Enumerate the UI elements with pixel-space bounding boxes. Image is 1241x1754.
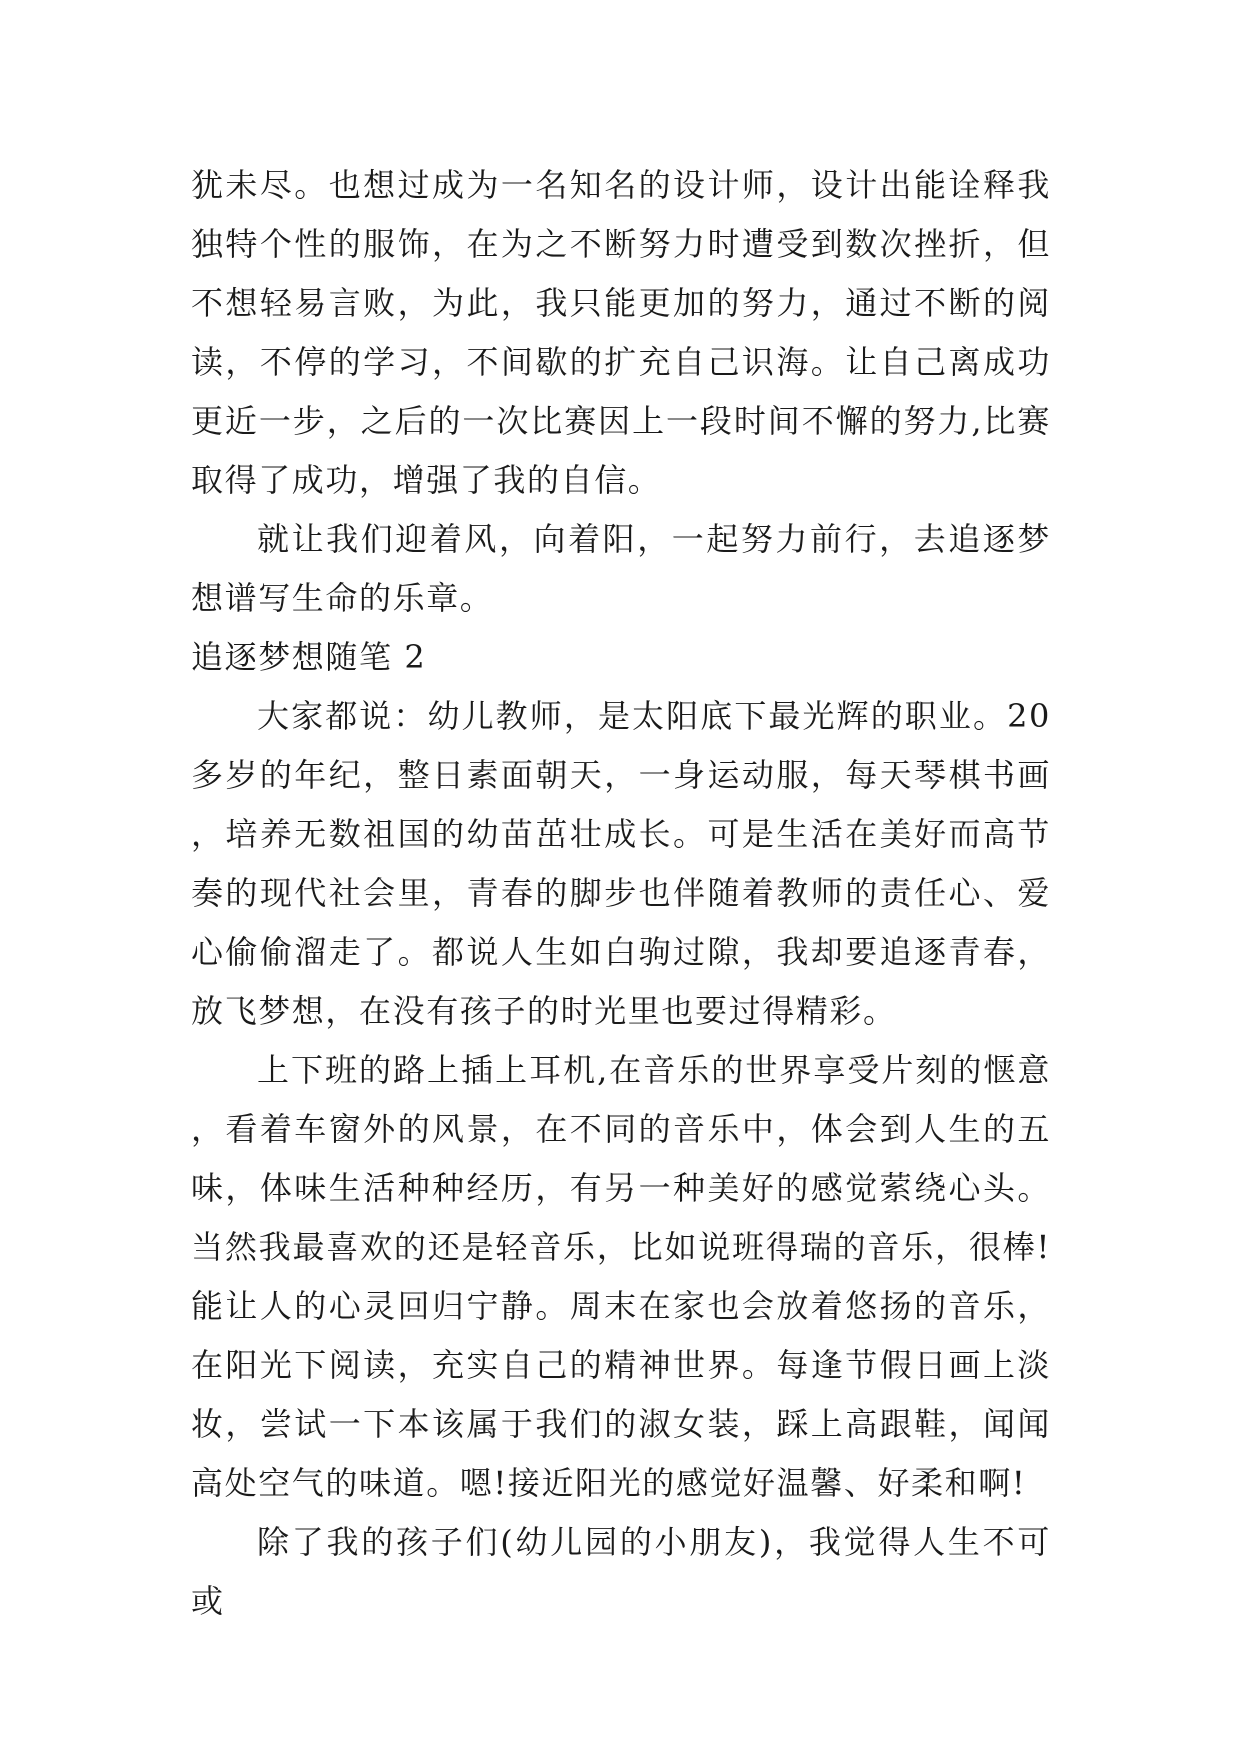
paragraph-3: 大家都说：幼儿教师，是太阳底下最光辉的职业。20 多岁的年纪，整日素面朝天，一身运动服，每天琴棋书画，培养无数祖国的幼苗茁壮成长。可是生活在美好而高节奏的现代社会里，青春的脚步也伴随着教师的责任心、爱心偷偷溜走了。都说人生如白驹过隙，我却要追逐青春，放飞梦想，在没有孩子的时光里也要过得精彩。 xyxy=(191,697,1051,1030)
document-body xyxy=(191,156,1051,1631)
paragraph-2: 就让我们迎着风，向着阳，一起努力前行，去追逐梦想谱写生命的乐章。 xyxy=(191,520,1051,617)
section-heading: 追逐梦想随笔 2 xyxy=(191,638,427,676)
paragraph-5: 除了我的孩子们(幼儿园的小朋友)，我觉得人生不可或 xyxy=(191,1523,1051,1620)
paragraph-1: 犹未尽。也想过成为一名知名的设计师，设计出能诠释我独特个性的服饰，在为之不断努力时遭受到数次挫折，但不想轻易言败，为此，我只能更加的努力，通过不断的阅读，不停的学习，不间歇的扩充自己识海。让自己离成功更近一步，之后的一次比赛因上一段时间不懈的努力,比赛取得了成功，增强了我的自信。 xyxy=(191,166,1051,499)
paragraph-4: 上下班的路上插上耳机,在音乐的世界享受片刻的惬意，看着车窗外的风景，在不同的音乐中，体会到人生的五味，体味生活种种经历，有另一种美好的感觉萦绕心头。当然我最喜欢的还是轻音乐，比如说班得瑞的音乐，很棒!能让人的心灵回归宁静。周末在家也会放着悠扬的音乐，在阳光下阅读，充实自己的精神世界。每逢节假日画上淡妆，尝试一下本该属于我们的淑女装，踩上高跟鞋，闻闻高处空气的味道。嗯!接近阳光的感觉好温馨、好柔和啊! xyxy=(191,1051,1051,1502)
